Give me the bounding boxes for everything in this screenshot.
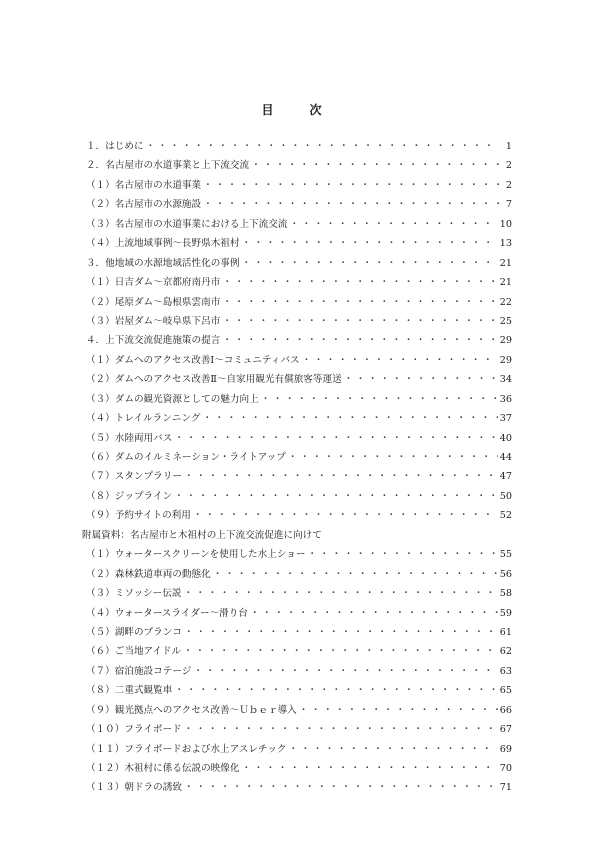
- toc-entry-label: （６）ダムのイルミネーション・ライトアップ: [86, 452, 286, 463]
- toc-entry-page-number: 47: [499, 471, 512, 483]
- toc-entry[interactable]: [86, 312, 512, 331]
- toc-entry-page-number: 69: [499, 743, 512, 755]
- toc-entry[interactable]: [86, 506, 512, 525]
- dot-leader: [222, 331, 497, 350]
- dot-leader: [344, 370, 498, 389]
- dot-leader: [203, 176, 500, 195]
- toc-entry[interactable]: [86, 681, 512, 700]
- toc-entry-label: （２）ダムへのアクセス改善Ⅱ～自家用観光有償旅客等運送: [86, 374, 342, 386]
- dot-leader: [174, 487, 498, 506]
- toc-entry-label: ２．名古屋市の水道事業と上下流交流: [86, 160, 250, 172]
- toc-entry[interactable]: [86, 662, 512, 681]
- toc-entry[interactable]: [86, 740, 512, 759]
- dot-leader: [183, 584, 497, 603]
- dot-leader: [184, 623, 498, 642]
- toc-entry-page-number: 40: [499, 432, 512, 444]
- toc-entry-label: （１０）フライボード: [86, 724, 182, 736]
- toc-entry[interactable]: [86, 156, 512, 175]
- toc-entry-label: （３）岩屋ダム～岐阜県下呂市: [86, 315, 221, 327]
- dot-leader: [146, 137, 500, 156]
- toc-entry-page-number: 58: [499, 588, 512, 600]
- dot-leader: [302, 351, 498, 370]
- dot-leader: [242, 254, 498, 273]
- dot-leader: [213, 565, 498, 584]
- toc-entry[interactable]: [86, 351, 512, 370]
- toc-entry[interactable]: [86, 390, 512, 409]
- toc-entry-page-number: 1: [505, 141, 512, 152]
- dot-leader: [250, 604, 498, 623]
- toc-entry-page-number: 29: [499, 335, 512, 347]
- toc-entry-label: （８）ジップライン: [86, 490, 173, 502]
- toc-entry[interactable]: [86, 487, 512, 506]
- toc-entry[interactable]: [86, 467, 512, 486]
- dot-leader: [299, 701, 498, 720]
- toc-entry-page-number: 22: [499, 296, 512, 308]
- dot-leader: [184, 720, 498, 739]
- toc-entry-label: （７）スタンプラリー: [86, 471, 182, 483]
- toc-entry-label: （９）観光拠点へのアクセス改善～Ｕｂｅｒ導入: [86, 704, 297, 716]
- dot-leader: [251, 156, 500, 175]
- toc-entry-page-number: 66: [499, 704, 512, 716]
- toc-entry-label: （２）森林鉄道車両の動態化: [86, 568, 211, 580]
- toc-entry-page-number: 21: [499, 257, 512, 269]
- dot-leader: [193, 662, 497, 681]
- toc-entry-page-number: 25: [499, 315, 512, 327]
- toc-entry-page-number: 50: [499, 490, 512, 502]
- toc-entry-page-number: 21: [499, 277, 512, 289]
- toc-entry[interactable]: [86, 195, 512, 214]
- toc-entry-page-number: 71: [499, 782, 512, 794]
- toc-entry-label: ４．上下流交流促進施策の提言: [86, 335, 221, 347]
- toc-entry-page-number: 70: [499, 763, 512, 774]
- toc-entry-page-number: 56: [499, 568, 512, 580]
- toc-entry-label: （１）日吉ダム～京都府南丹市: [86, 277, 221, 289]
- toc-entry[interactable]: [86, 584, 512, 603]
- toc-entry-label: （１）ダムへのアクセス改善Ⅰ～コミュニティバス: [86, 354, 300, 366]
- toc-entry[interactable]: [86, 137, 512, 156]
- dot-leader: [261, 390, 498, 409]
- dot-leader: [222, 312, 497, 331]
- toc-entry-label: （１３）朝ドラの誘致: [86, 782, 182, 794]
- toc-entry-page-number: 63: [499, 665, 512, 677]
- dot-leader: [289, 740, 498, 759]
- dot-leader: [193, 506, 498, 525]
- dot-leader: [184, 778, 498, 797]
- toc-entry[interactable]: [86, 215, 512, 234]
- toc-entry-page-number: 59: [499, 607, 512, 619]
- toc-entry[interactable]: [86, 623, 512, 642]
- toc-entry-page-number: 2: [505, 179, 512, 191]
- toc-entry-label: （４）トレイルランニング: [86, 413, 201, 425]
- toc-entry-page-number: 10: [499, 218, 512, 230]
- toc-entry-label: （２）名古屋市の水源施設: [86, 199, 202, 211]
- toc-entry[interactable]: [86, 701, 512, 720]
- toc-entry-label: （３）ミソッシー伝説: [86, 588, 182, 600]
- toc-entry-label: １．はじめに: [86, 141, 144, 152]
- toc-entry-label: （１）名古屋市の水道事業: [86, 179, 202, 191]
- toc-entry-label: （２）尾原ダム～島根県雲南市: [86, 296, 221, 308]
- dot-leader: [242, 234, 498, 253]
- toc-entry[interactable]: [86, 273, 512, 292]
- toc-entry-page-number: 36: [499, 393, 512, 405]
- toc-entry-label: （１２）木祖村に係る伝説の映像化: [86, 763, 240, 774]
- toc-entry[interactable]: [86, 254, 512, 273]
- dot-leader: [174, 429, 497, 448]
- toc-entry-page-number: 62: [499, 646, 512, 658]
- toc-entry[interactable]: [86, 176, 512, 195]
- table-of-contents: [82, 137, 512, 798]
- toc-entry-label: （６）ご当地アイドル: [86, 646, 182, 658]
- dot-leader: [288, 448, 498, 467]
- dot-leader: [202, 409, 497, 428]
- dot-leader: [307, 545, 497, 564]
- toc-entry[interactable]: [86, 565, 512, 584]
- toc-entry[interactable]: [86, 720, 512, 739]
- dot-leader: [184, 467, 498, 486]
- dot-leader: [242, 759, 498, 778]
- page-title: 目 次: [261, 103, 334, 117]
- toc-entry-page-number: 61: [499, 626, 512, 638]
- toc-entry-page-number: 34: [499, 374, 512, 386]
- toc-entry[interactable]: [86, 448, 512, 467]
- toc-entry-label: ３．他地域の水源地域活性化の事例: [86, 257, 240, 269]
- appendix-heading: 附属資料：名古屋市と木祖村の上下流交流促進に向けて: [82, 529, 322, 541]
- toc-entry-label: （３）ダムの観光資源としての魅力向上: [86, 393, 259, 405]
- toc-entry-page-number: 44: [499, 452, 512, 463]
- toc-entry-page-number: 52: [499, 510, 512, 522]
- toc-entry-label: （５）水陸両用バス: [86, 432, 173, 444]
- toc-entry[interactable]: [86, 293, 512, 312]
- toc-entry[interactable]: [86, 642, 512, 661]
- dot-leader: [174, 681, 497, 700]
- toc-entry[interactable]: [86, 759, 512, 778]
- dot-leader: [222, 273, 497, 292]
- toc-entry-label: （４）上流地域事例～長野県木祖村: [86, 238, 240, 250]
- toc-entry-page-number: 7: [505, 199, 512, 211]
- toc-entry-label: （７）宿泊施設コテージ: [86, 665, 192, 677]
- toc-entry-label: （１１）フライボードおよび水上アスレチック: [86, 743, 287, 755]
- toc-entry-page-number: 13: [499, 238, 512, 250]
- toc-entry-page-number: 29: [499, 354, 512, 366]
- toc-entry-label: （１）ウォータースクリーンを使用した水上ショー: [86, 549, 306, 561]
- toc-entry[interactable]: [86, 604, 512, 623]
- toc-entry-label: （９）予約サイトの利用: [86, 510, 191, 522]
- toc-entry[interactable]: [86, 409, 512, 428]
- toc-entry[interactable]: [86, 234, 512, 253]
- toc-entry-label: （８）二重式観覧車: [86, 685, 173, 697]
- dot-leader: [289, 215, 497, 234]
- toc-main-section: [86, 137, 512, 526]
- dot-leader: [183, 642, 498, 661]
- toc-entry-label: （３）名古屋市の水道事業における上下流交流: [86, 218, 288, 230]
- toc-entry[interactable]: [86, 429, 512, 448]
- toc-entry-page-number: 55: [499, 549, 512, 561]
- dot-leader: [222, 293, 497, 312]
- toc-entry-page-number: 67: [499, 724, 512, 736]
- toc-entry[interactable]: [86, 778, 512, 797]
- toc-entry-label: （４）ウォータースライダー～滑り台: [86, 607, 248, 619]
- toc-entry-label: （５）湖畔のブランコ: [86, 626, 182, 638]
- toc-entry[interactable]: [86, 545, 512, 564]
- toc-entry-page-number: 2: [505, 160, 512, 172]
- toc-entry-page-number: 65: [499, 685, 512, 697]
- dot-leader: [203, 195, 500, 214]
- toc-entry-page-number: 37: [499, 413, 512, 425]
- toc-entry[interactable]: [86, 370, 512, 389]
- toc-appendix-section: [86, 545, 512, 798]
- toc-entry[interactable]: [86, 331, 512, 350]
